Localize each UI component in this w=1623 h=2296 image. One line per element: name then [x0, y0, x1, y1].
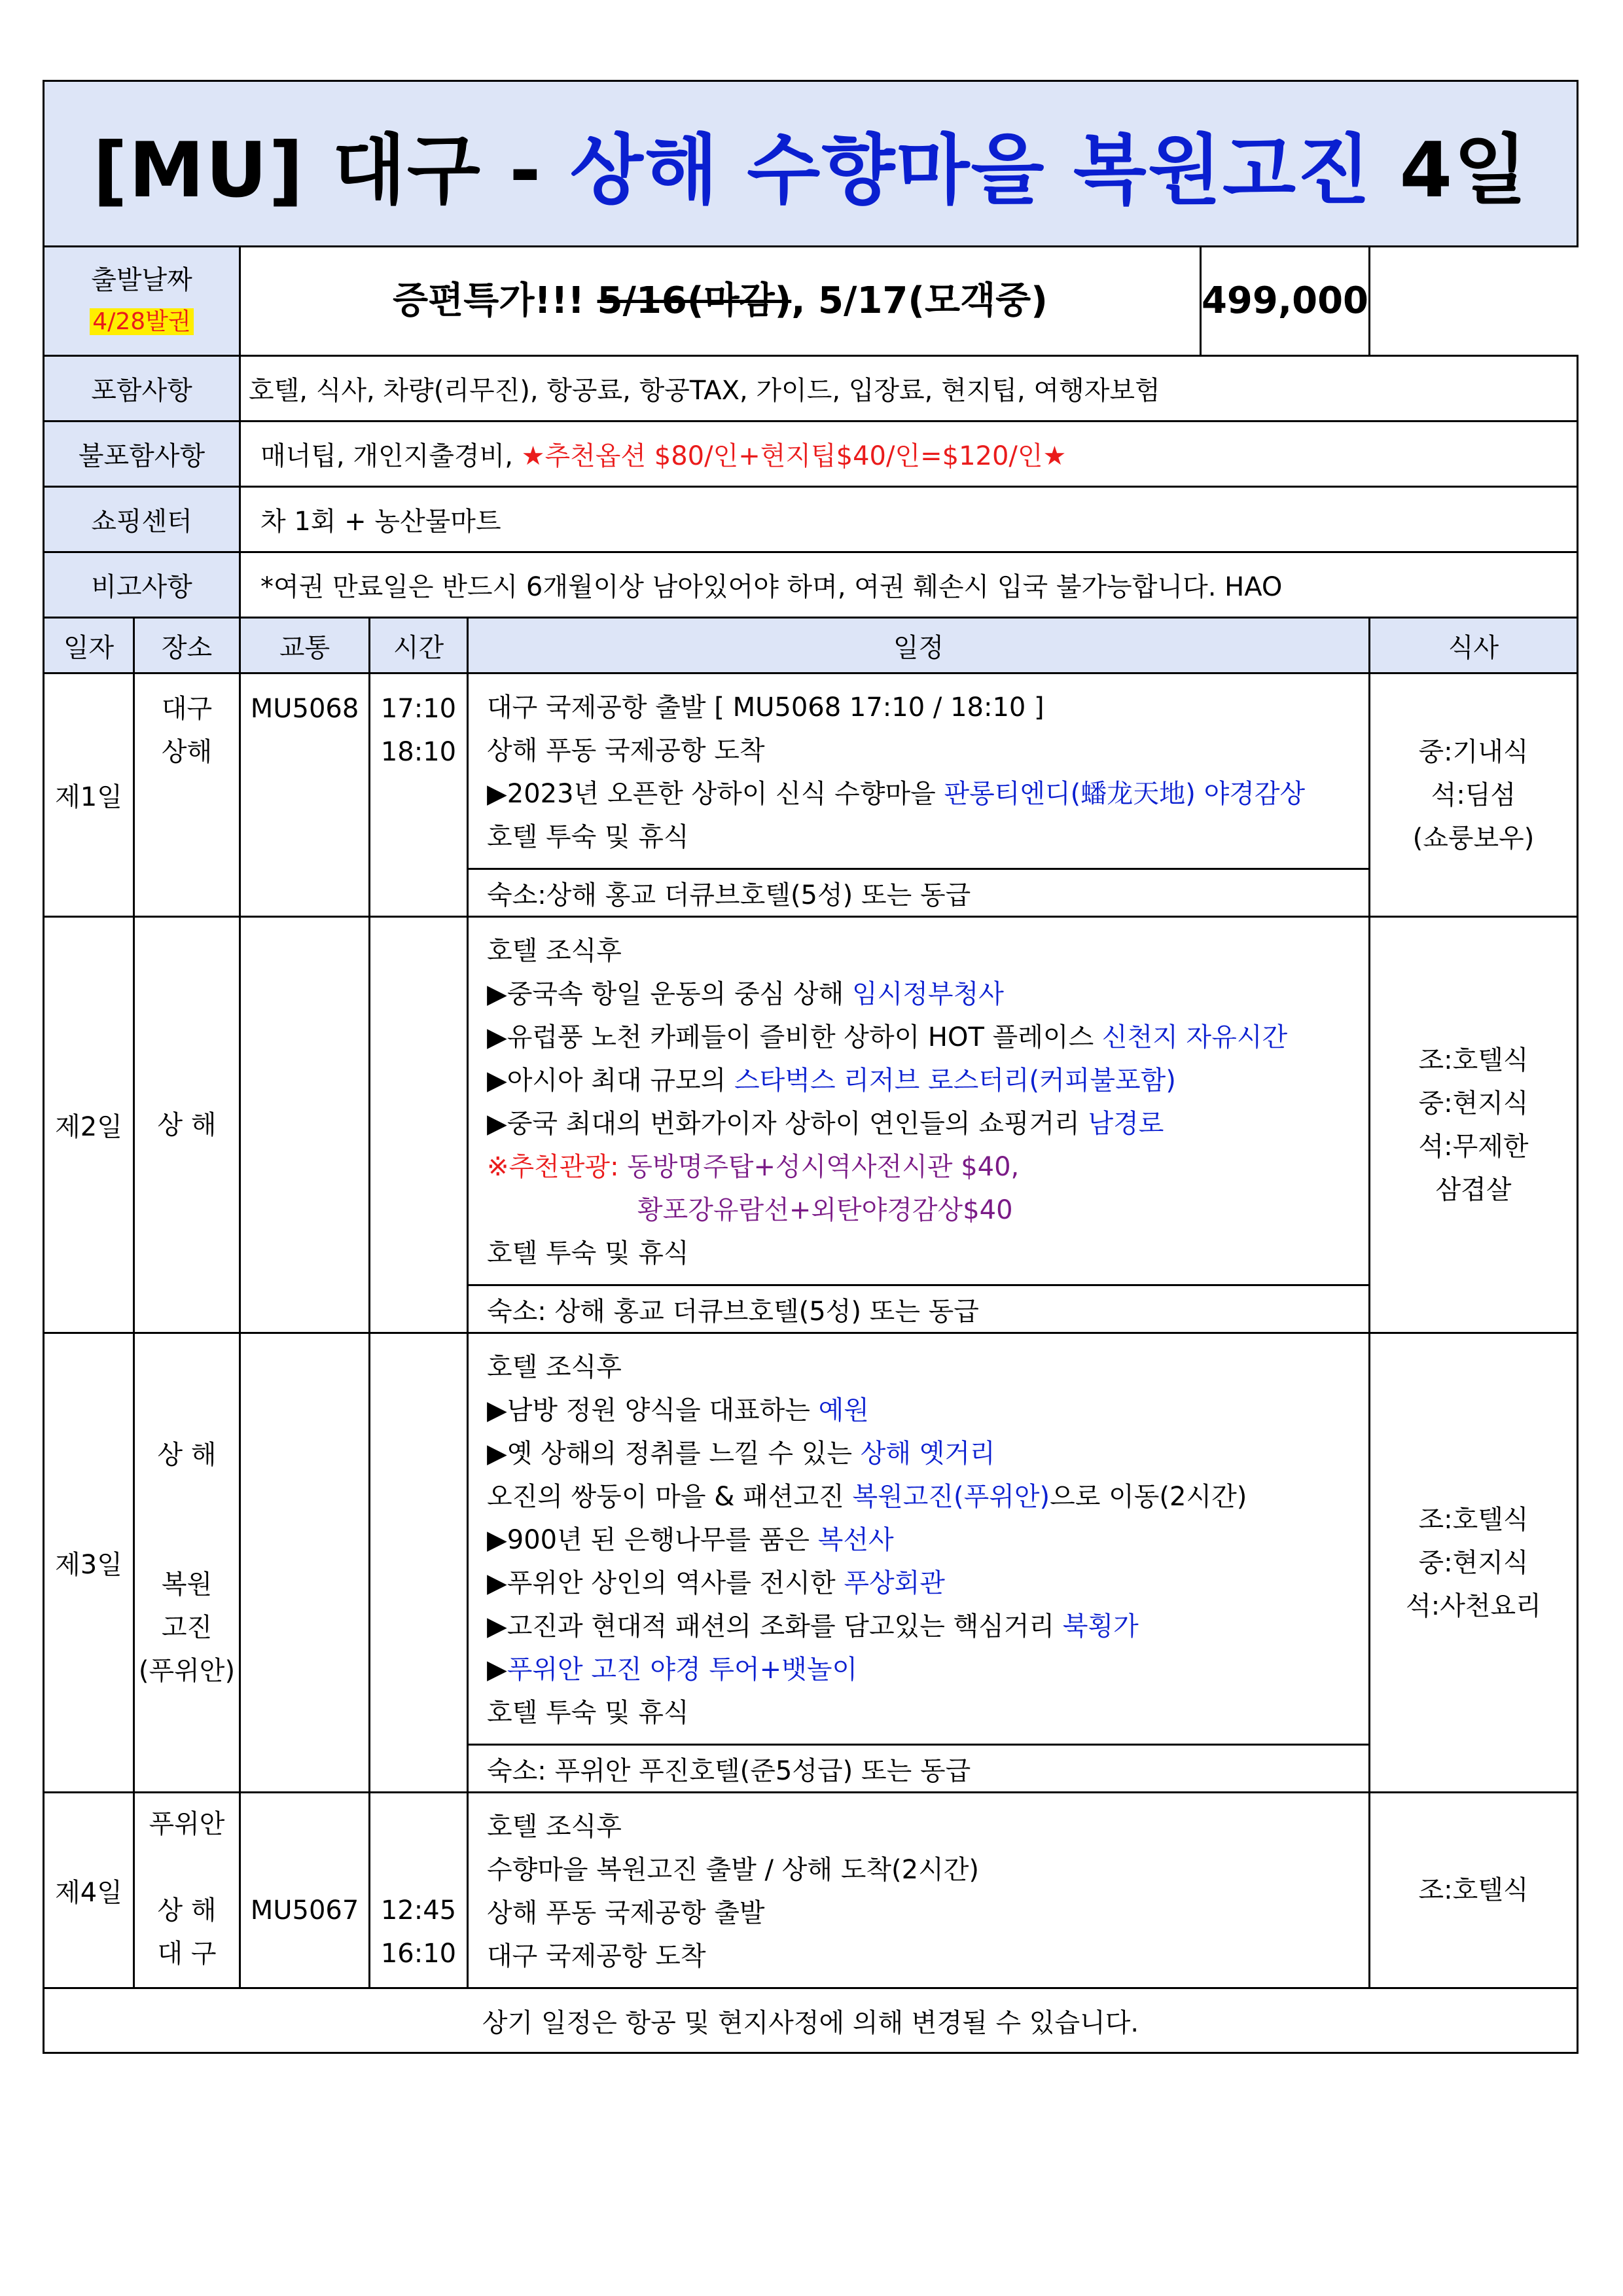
day3-line-9: 호텔 투숙 및 휴식: [487, 1698, 689, 1728]
day2-line-4-highlight: 스타벅스 리저브 로스터리(커피불포함): [734, 1066, 1176, 1096]
day1-meal: [1370, 673, 1578, 917]
day4-label: 제4일: [44, 1793, 134, 1988]
day1-place-1: 대구: [161, 694, 213, 724]
price: 499,000: [1201, 279, 1368, 322]
remarks-label: 비고사항: [44, 552, 240, 618]
day2-optional-1: 동방명주탑+성시역사전시관 $40,: [627, 1152, 1020, 1182]
day1-schedule: [468, 673, 1370, 869]
day1-line-3: [487, 772, 1368, 816]
day4-meal: 조:호텔식: [1370, 1793, 1578, 1988]
day3-place-3: 고진: [161, 1612, 213, 1643]
day3-meal-2: 중:현지식: [1418, 1547, 1529, 1578]
day4-place-1: 푸위안: [149, 1809, 225, 1839]
day3-place-1: 상 해: [157, 1439, 217, 1470]
day3-schedule: [468, 1333, 1370, 1745]
day4-time-2: 16:10: [380, 1939, 457, 1969]
title-highlight: 상해 수향마을 복원고진: [569, 126, 1372, 215]
day3-row: [44, 1333, 1578, 1745]
day3-line-1: 호텔 조식후: [487, 1352, 622, 1382]
day2-row: [44, 917, 1578, 1285]
day4-time-1: 12:45: [380, 1895, 457, 1926]
day1-line-4: 호텔 투숙 및 휴식: [487, 822, 689, 852]
day4-time: [370, 1793, 468, 1988]
day3-line-3-text: ▶옛 상해의 정취를 느낄 수 있는: [487, 1439, 861, 1469]
day3-hotel: 숙소: 푸위안 푸진호텔(준5성급) 또는 동급: [468, 1745, 1370, 1793]
day4-line-3: 상해 푸동 국제공항 출발: [487, 1898, 765, 1928]
header-place: 장소: [134, 618, 240, 673]
day3-line-4: [487, 1475, 1368, 1518]
day4-place-3: 대 구: [157, 1939, 217, 1969]
shopping-value: 차 1회 + 농산물마트: [240, 487, 1578, 552]
day3-line-4-suffix: 으로 이동(2시간): [1050, 1482, 1247, 1512]
day1-line-3-highlight: 판롱티엔디(蟠龙天地) 야경감상: [944, 779, 1306, 809]
day2-line-6: 호텔 투숙 및 휴식: [487, 1238, 689, 1268]
day3-place-4: (푸위안): [138, 1655, 236, 1686]
day2-label: 제2일: [44, 917, 134, 1333]
open-date: , 5/17(모객중): [791, 279, 1048, 322]
day3-line-3-highlight: 상해 옛거리: [860, 1439, 995, 1469]
day1-meal-1: 중:기내식: [1418, 736, 1529, 767]
ticketing-badge: 4/28발권: [90, 308, 193, 335]
day2-line-3-highlight: 신천지 자유시간: [1101, 1022, 1288, 1052]
day3-transport: [240, 1333, 370, 1793]
day1-line-3-text: ▶2023년 오픈한 상하이 신식 수향마을: [487, 779, 944, 809]
day1-line-1: 대구 국제공항 출발 [ MU5068 17:10 / 18:10 ]: [487, 692, 1044, 723]
schedule-header-row: [44, 618, 1578, 673]
day4-line-2: 수향마을 복원고진 출발 / 상해 도착(2시간): [487, 1855, 979, 1885]
day3-line-8-text: ▶: [487, 1655, 507, 1685]
day1-row: [44, 673, 1578, 869]
day2-line-3: [487, 1016, 1368, 1059]
header-day: 일자: [44, 618, 134, 673]
day4-line-1: 호텔 조식후: [487, 1812, 622, 1842]
day3-line-5-highlight: 복선사: [817, 1525, 894, 1555]
day3-line-6-text: ▶푸위안 상인의 역사를 전시한: [487, 1568, 844, 1598]
day3-line-7-highlight: 북횡가: [1062, 1611, 1139, 1641]
day2-optional-2: 황포강유람선+외탄야경감상$40: [637, 1195, 1013, 1225]
day2-line-4: [487, 1059, 1368, 1102]
title-prefix: [MU] 대구 -: [92, 126, 570, 215]
day2-optional-tour: [487, 1145, 1368, 1189]
day1-place: [134, 673, 240, 917]
day2-line-2: [487, 973, 1368, 1016]
day4-row: [44, 1793, 1578, 1988]
page-title: [44, 81, 1578, 247]
day2-meal-3: 석:무제한: [1418, 1131, 1529, 1162]
day3-line-8: [487, 1648, 1368, 1691]
day3-line-4-highlight: 복원고진(푸위안): [852, 1482, 1050, 1512]
day4-schedule: [468, 1793, 1370, 1988]
excluded-label: 불포함사항: [44, 422, 240, 487]
day2-place: 상 해: [134, 917, 240, 1333]
included-label: 포함사항: [44, 356, 240, 422]
included-value: 호텔, 식사, 차량(리무진), 항공료, 항공TAX, 가이드, 입장료, 현지팁, 여행자보험: [240, 356, 1578, 422]
day3-label: 제3일: [44, 1333, 134, 1793]
day4-place: [134, 1793, 240, 1988]
header-meal: 식사: [1370, 618, 1578, 673]
day3-line-5-text: ▶900년 된 은행나무를 품은: [487, 1525, 818, 1555]
day3-meal: [1370, 1333, 1578, 1793]
day3-line-2-text: ▶남방 정원 양식을 대표하는: [487, 1395, 819, 1426]
day4-place-2: 상 해: [157, 1895, 217, 1926]
day3-line-7: [487, 1605, 1368, 1648]
day4-line-4: 대구 국제공항 도착: [487, 1941, 706, 1971]
day1-meal-2: 석:딤섬: [1431, 780, 1516, 810]
shopping-label: 쇼핑센터: [44, 487, 240, 552]
day3-line-7-text: ▶고진과 현대적 패션의 조화를 담고있는 핵심거리: [487, 1611, 1063, 1641]
footer-note: 상기 일정은 항공 및 현지사정에 의해 변경될 수 있습니다.: [44, 1988, 1578, 2053]
day2-hotel: 숙소: 상해 홍교 더큐브호텔(5성) 또는 동급: [468, 1285, 1370, 1333]
day3-time: [370, 1333, 468, 1793]
day2-line-5: [487, 1102, 1368, 1145]
departure-label-cell: [44, 247, 240, 356]
day2-schedule: [468, 917, 1370, 1285]
excluded-plain: 매너팁, 개인지출경비,: [260, 441, 522, 471]
recommended-option: ★추천옵션 $80/인+현지팁$40/인=$120/인★: [521, 441, 1067, 471]
day1-place-2: 상해: [161, 737, 213, 767]
day3-place: [134, 1333, 240, 1793]
header-transport: 교통: [240, 618, 370, 673]
day2-line-2-text: ▶중국속 항일 운동의 중심 상해: [487, 979, 853, 1009]
promo-prefix: 증편특가!!!: [393, 279, 597, 322]
day3-meal-1: 조:호텔식: [1418, 1504, 1529, 1535]
day1-label: 제1일: [44, 673, 134, 917]
day3-place-2: 복원: [161, 1569, 213, 1600]
day2-meal-1: 조:호텔식: [1418, 1045, 1529, 1075]
day1-time-2: 18:10: [380, 737, 457, 767]
day3-line-8-highlight: 푸위안 고진 야경 투어+뱃놀이: [507, 1655, 858, 1685]
day2-transport: [240, 917, 370, 1333]
day1-line-2: 상해 푸동 국제공항 도착: [487, 736, 765, 766]
remarks-value: *여권 만료일은 반드시 6개월이상 남아있어야 하며, 여권 훼손시 입국 불가능합니다. HAO: [240, 552, 1578, 618]
day3-meal-3: 석:사천요리: [1406, 1590, 1541, 1621]
day3-line-4-text: 오진의 쌍둥이 마을 & 패션고진: [487, 1482, 853, 1512]
day2-time: [370, 917, 468, 1333]
title-suffix: 4일: [1372, 126, 1529, 215]
day2-meal: [1370, 917, 1578, 1333]
day1-hotel: 숙소:상해 홍교 더큐브호텔(5성) 또는 동급: [468, 869, 1370, 917]
header-time: 시간: [370, 618, 468, 673]
day3-line-3: [487, 1432, 1368, 1475]
itinerary-sheet: [43, 80, 1577, 2054]
day3-line-6: [487, 1562, 1368, 1605]
departure-label: 출발날짜: [91, 265, 192, 295]
day2-meal-2: 중:현지식: [1418, 1088, 1529, 1119]
day1-time-1: 17:10: [380, 694, 457, 724]
day2-line-4-text: ▶아시아 최대 규모의: [487, 1066, 735, 1096]
excluded-value: [240, 422, 1578, 487]
departure-dates: [240, 247, 1370, 356]
day1-transport: MU5068: [240, 673, 370, 917]
day2-line-1: 호텔 조식후: [487, 936, 622, 966]
closed-date: 5/16(마감): [597, 279, 792, 322]
day2-optional-label: ※추천관광:: [487, 1152, 628, 1182]
day3-line-5: [487, 1518, 1368, 1562]
day2-line-3-text: ▶유럽풍 노천 카페들이 즐비한 상하이 HOT 플레이스: [487, 1022, 1102, 1052]
day3-line-2: [487, 1389, 1368, 1432]
header-schedule: 일정: [468, 618, 1370, 673]
day4-transport: MU5067: [240, 1793, 370, 1988]
day2-line-2-highlight: 임시정부청사: [852, 979, 1004, 1009]
day2-line-5-highlight: 남경로: [1088, 1109, 1164, 1139]
itinerary-table: [43, 80, 1578, 2054]
day3-line-6-highlight: 푸상회관: [844, 1568, 945, 1598]
day2-line-5-text: ▶중국 최대의 번화가이자 상하이 연인들의 쇼핑거리: [487, 1109, 1088, 1139]
day2-meal-4: 삼겹살: [1435, 1174, 1512, 1205]
day3-line-2-highlight: 예원: [818, 1395, 869, 1426]
day1-time: [370, 673, 468, 917]
day1-meal-3: (쇼룽보우): [1412, 823, 1535, 853]
